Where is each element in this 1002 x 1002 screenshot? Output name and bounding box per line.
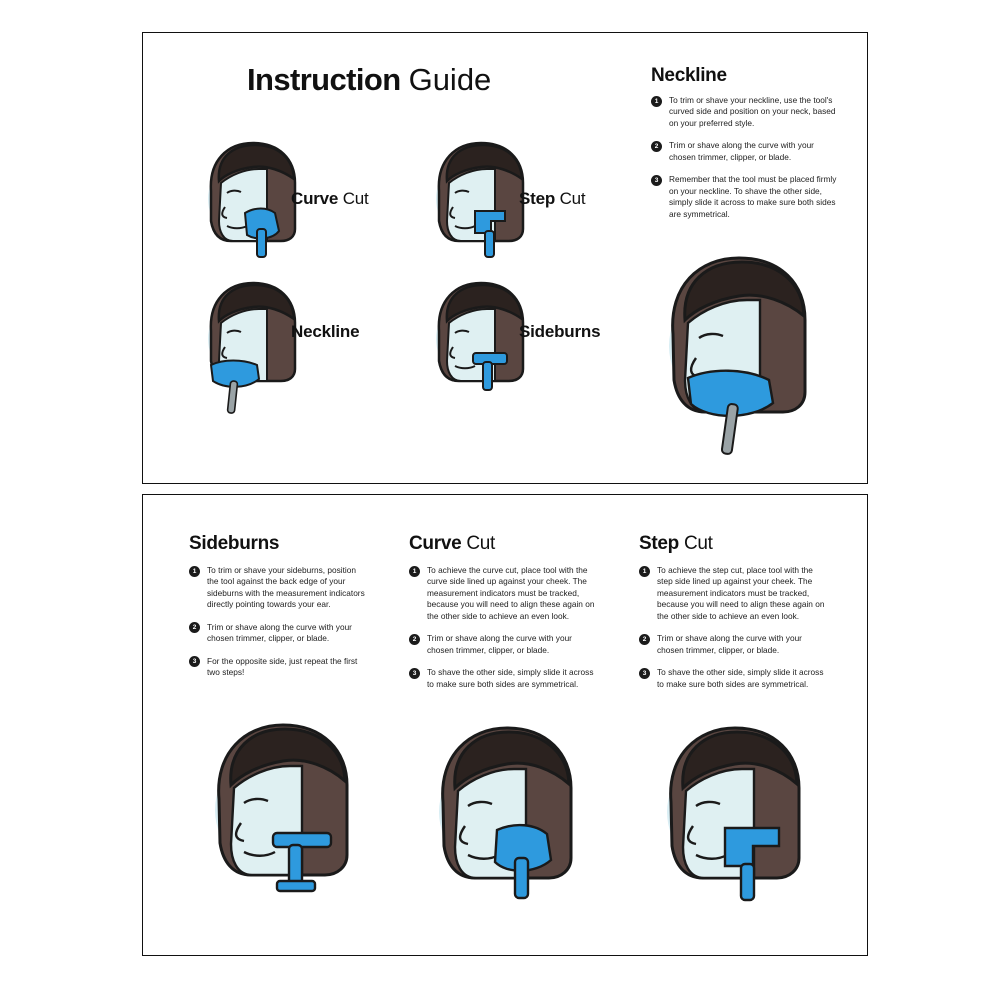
figure-label-curve-cut: Curve Cut <box>291 189 369 208</box>
step-text: To shave the other side, simply slide it across to make sure both sides are symmetrical. <box>427 667 594 689</box>
list-item <box>409 633 595 656</box>
list-item <box>189 565 367 611</box>
steps-list-step-cut <box>639 565 829 701</box>
face-illustration-step-cut-large <box>633 700 843 915</box>
list-item <box>639 633 829 656</box>
step-text: Trim or shave along the curve with your chosen trimmer, clipper, or blade. <box>207 621 352 644</box>
step-text: To trim or shave your sideburns, position the tool against the back edge of your sideburns with the measurement indicators directly pointing towards your ear. <box>207 565 365 610</box>
step-number: 2 <box>639 634 650 645</box>
list-item <box>651 95 839 129</box>
figure-sideburns-large <box>181 695 391 915</box>
figure-neckline-large <box>633 228 863 468</box>
face-illustration-neckline-large <box>633 228 863 468</box>
step-text: To achieve the curve cut, place tool with the curve side lined up against your cheek. The measurement indicators must be tracked, because you will need to align these again on the other side to achieve an even look. <box>427 565 595 621</box>
step-text: To shave the other side, simply slide it across to make sure both sides are symmetrical. <box>657 667 824 689</box>
step-text: Remember that the tool must be placed firmly on your neckline. To shave the other side, simply slide it across to make sure both sides are symmetrical. <box>669 174 837 219</box>
list-item <box>409 667 595 690</box>
list-item <box>651 140 839 163</box>
step-number: 3 <box>189 656 200 667</box>
figure-label-neckline: Neckline <box>291 322 360 341</box>
steps-list-curve-cut <box>409 565 595 701</box>
instruction-sheet-top <box>142 32 868 484</box>
step-number: 3 <box>409 668 420 679</box>
figure-curve-cut-large <box>405 700 615 915</box>
list-item <box>639 565 829 622</box>
page-title <box>247 62 491 98</box>
step-text: For the opposite side, just repeat the first two steps! <box>207 655 358 678</box>
step-text: Trim or shave along the curve with your chosen trimmer, clipper, or blade. <box>657 633 802 655</box>
step-text: Trim or shave along the curve with your chosen trimmer, clipper, or blade. <box>669 140 814 162</box>
step-text: To trim or shave your neckline, use the tool's curved side and position on your neck, based on your preferred style. <box>669 95 836 128</box>
step-number: 1 <box>651 96 662 107</box>
figure-step-cut-large <box>633 700 843 915</box>
step-number: 2 <box>409 634 420 645</box>
step-number: 2 <box>651 141 662 152</box>
step-number: 3 <box>639 668 650 679</box>
list-item <box>409 565 595 622</box>
step-number: 1 <box>189 566 200 577</box>
figure-label-sideburns: Sideburns <box>519 322 601 341</box>
section-title-neckline: Neckline <box>651 65 727 86</box>
steps-list-neckline <box>651 95 839 231</box>
face-illustration-sideburns-large <box>181 695 391 915</box>
step-number: 2 <box>189 622 200 633</box>
step-text: Trim or shave along the curve with your chosen trimmer, clipper, or blade. <box>427 633 572 655</box>
list-item <box>639 667 829 690</box>
section-title-curve-cut: Curve Cut <box>409 533 496 554</box>
step-number: 3 <box>651 175 662 186</box>
page-title-light: Guide <box>408 62 492 97</box>
steps-list-sideburns <box>189 565 367 690</box>
list-item <box>189 622 367 645</box>
list-item <box>189 656 367 679</box>
section-title-sideburns: Sideburns <box>189 533 280 554</box>
list-item <box>651 174 839 220</box>
section-title-step-cut: Step Cut <box>639 533 713 554</box>
face-illustration-curve-cut-large <box>405 700 615 915</box>
step-number: 1 <box>409 566 420 577</box>
instruction-sheet-bottom <box>142 494 868 956</box>
step-text: To achieve the step cut, place tool with the step side lined up against your cheek. The measurement indicators must be tracked, because you will need to align these again on the other side to achieve an even look. <box>657 565 825 621</box>
page-title-bold: Instruction <box>247 62 401 97</box>
figure-label-step-cut: Step Cut <box>519 189 586 208</box>
step-number: 1 <box>639 566 650 577</box>
